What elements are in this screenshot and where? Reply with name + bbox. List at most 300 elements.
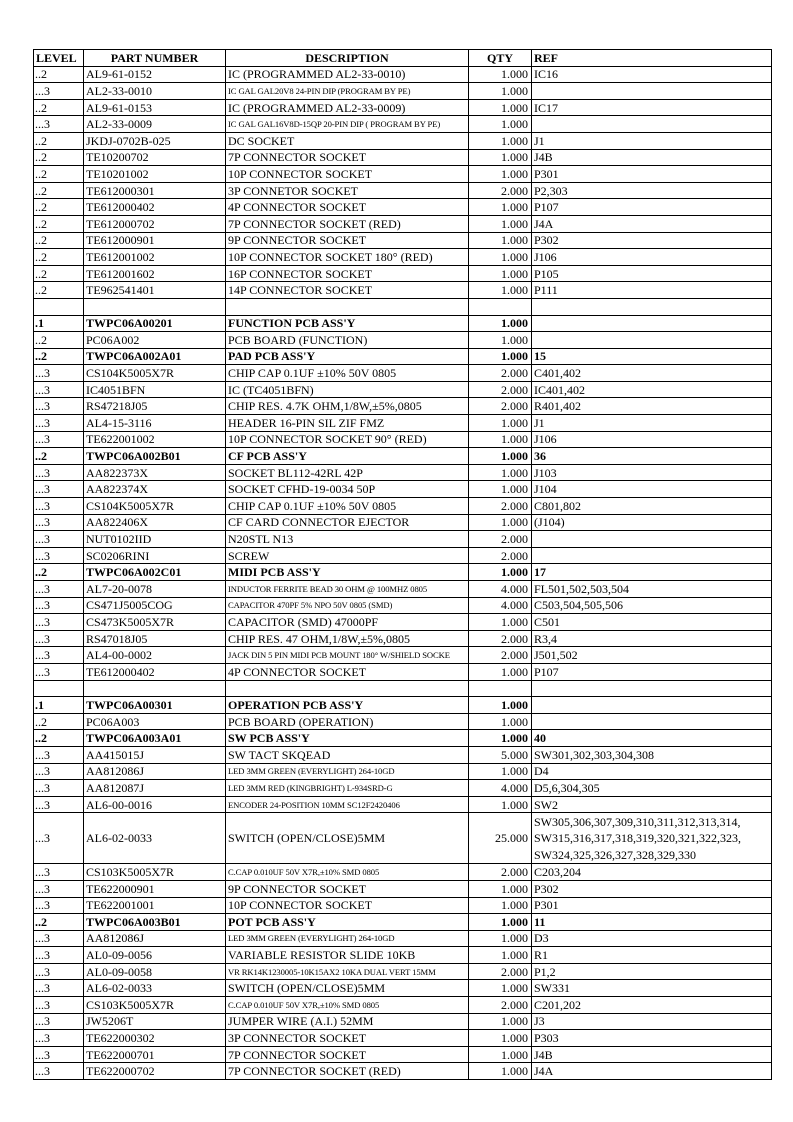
qty-cell: 1.000 — [469, 481, 532, 498]
ref-cell: P303 — [532, 1030, 772, 1047]
description-cell: IC (PROGRAMMED AL2-33-0009) — [226, 99, 469, 116]
table-row — [34, 249, 772, 266]
ref-cell: 11 — [532, 914, 772, 931]
part-number-cell: TE612000301 — [84, 182, 226, 199]
description-cell: 10P CONNECTOR SOCKET 180° (RED) — [226, 249, 469, 266]
ref-cell — [532, 116, 772, 133]
qty-cell: 1.000 — [469, 332, 532, 349]
level-cell: ...3 — [34, 763, 84, 780]
level-cell: ..2 — [34, 232, 84, 249]
part-number-cell: SC0206RINI — [84, 547, 226, 564]
qty-cell: 1.000 — [469, 232, 532, 249]
level-cell: ...3 — [34, 597, 84, 614]
description-cell: JACK DIN 5 PIN MIDI PCB MOUNT 180° W/SHIELD SOCKE — [226, 647, 469, 664]
qty-cell: 1.000 — [469, 348, 532, 365]
part-number-cell: AL9-61-0152 — [84, 66, 226, 83]
qty-cell: 1.000 — [469, 415, 532, 432]
level-cell: ...3 — [34, 464, 84, 481]
part-number-cell: AL4-00-0002 — [84, 647, 226, 664]
description-cell: JUMPER WIRE (A.I.) 52MM — [226, 1013, 469, 1030]
part-number-cell: AL2-33-0010 — [84, 83, 226, 100]
description-cell: PAD PCB ASS'Y — [226, 348, 469, 365]
part-number-cell: AA822374X — [84, 481, 226, 498]
table-row — [34, 348, 772, 365]
level-cell — [34, 680, 84, 697]
qty-cell: 1.000 — [469, 448, 532, 465]
ref-cell: C201,202 — [532, 997, 772, 1014]
part-number-cell: CS104K5005X7R — [84, 498, 226, 515]
part-number-cell: PC06A003 — [84, 713, 226, 730]
part-number-cell: TE612000702 — [84, 215, 226, 232]
qty-cell: 1.000 — [469, 199, 532, 216]
ref-cell: P105 — [532, 265, 772, 282]
level-cell: ...3 — [34, 83, 84, 100]
qty-cell: 1.000 — [469, 897, 532, 914]
level-cell: ...3 — [34, 1063, 84, 1080]
table-row — [34, 947, 772, 964]
description-cell: SWITCH (OPEN/CLOSE)5MM — [226, 980, 469, 997]
qty-cell: 1.000 — [469, 116, 532, 133]
level-cell: ..2 — [34, 914, 84, 931]
ref-cell: J104 — [532, 481, 772, 498]
part-number-cell: AA812087J — [84, 780, 226, 797]
table-row — [34, 199, 772, 216]
level-cell: ...3 — [34, 381, 84, 398]
level-cell: ..2 — [34, 282, 84, 299]
level-cell: ...3 — [34, 481, 84, 498]
qty-cell: 2.000 — [469, 398, 532, 415]
description-cell: 7P CONNECTOR SOCKET — [226, 1046, 469, 1063]
part-number-cell: CS473K5005X7R — [84, 614, 226, 631]
description-cell: CAPACITOR (SMD) 47000PF — [226, 614, 469, 631]
table-row — [34, 1046, 772, 1063]
part-number-cell: AL6-02-0033 — [84, 813, 226, 864]
description-cell: 9P CONNECTOR SOCKET — [226, 880, 469, 897]
level-cell: ...3 — [34, 514, 84, 531]
ref-cell — [532, 531, 772, 548]
table-row — [34, 597, 772, 614]
part-number-cell: TWPC06A003A01 — [84, 730, 226, 747]
description-cell: 10P CONNECTOR SOCKET — [226, 897, 469, 914]
part-number-cell: RS47218J05 — [84, 398, 226, 415]
table-row — [34, 746, 772, 763]
qty-cell: 1.000 — [469, 564, 532, 581]
ref-cell: P301 — [532, 166, 772, 183]
qty-cell: 2.000 — [469, 963, 532, 980]
part-number-cell: CS471J5005COG — [84, 597, 226, 614]
description-cell: 4P CONNECTOR SOCKET — [226, 663, 469, 680]
table-row — [34, 83, 772, 100]
qty-cell: 1.000 — [469, 464, 532, 481]
table-row — [34, 581, 772, 598]
description-cell: CF PCB ASS'Y — [226, 448, 469, 465]
qty-cell: 1.000 — [469, 431, 532, 448]
table-row — [34, 398, 772, 415]
table-row — [34, 647, 772, 664]
ref-cell: R3,4 — [532, 630, 772, 647]
description-cell: SCREW — [226, 547, 469, 564]
ref-cell — [532, 315, 772, 332]
qty-cell: 1.000 — [469, 914, 532, 931]
description-cell: 7P CONNECTOR SOCKET (RED) — [226, 215, 469, 232]
table-row — [34, 166, 772, 183]
part-number-cell: TWPC06A00201 — [84, 315, 226, 332]
part-number-cell — [84, 298, 226, 315]
qty-cell: 2.000 — [469, 531, 532, 548]
ref-cell: 40 — [532, 730, 772, 747]
part-number-cell: CS103K5005X7R — [84, 864, 226, 881]
level-cell: ...3 — [34, 116, 84, 133]
table-header-row — [34, 50, 772, 67]
part-number-cell: AL2-33-0009 — [84, 116, 226, 133]
qty-cell: 1.000 — [469, 1030, 532, 1047]
ref-cell: IC17 — [532, 99, 772, 116]
ref-cell: J1 — [532, 132, 772, 149]
ref-cell — [532, 547, 772, 564]
description-cell: IC (TC4051BFN) — [226, 381, 469, 398]
part-number-cell: TE10201002 — [84, 166, 226, 183]
table-body — [34, 66, 772, 1079]
qty-cell: 1.000 — [469, 66, 532, 83]
qty-cell: 2.000 — [469, 182, 532, 199]
description-cell: DC SOCKET — [226, 132, 469, 149]
ref-cell: SW331 — [532, 980, 772, 997]
description-cell: IC (PROGRAMMED AL2-33-0010) — [226, 66, 469, 83]
level-cell: ..2 — [34, 215, 84, 232]
part-number-cell: TWPC06A00301 — [84, 697, 226, 714]
qty-cell: 2.000 — [469, 647, 532, 664]
level-cell: ..2 — [34, 99, 84, 116]
part-number-cell — [84, 680, 226, 697]
qty-cell: 1.000 — [469, 149, 532, 166]
description-cell: 16P CONNECTOR SOCKET — [226, 265, 469, 282]
qty-cell: 1.000 — [469, 930, 532, 947]
part-number-cell: TE962541401 — [84, 282, 226, 299]
ref-cell: J501,502 — [532, 647, 772, 664]
table-row — [34, 763, 772, 780]
level-cell: ...3 — [34, 581, 84, 598]
description-cell: HEADER 16-PIN SIL ZIF FMZ — [226, 415, 469, 432]
table-row — [34, 132, 772, 149]
ref-cell — [532, 332, 772, 349]
table-row — [34, 365, 772, 382]
description-cell: SOCKET BL112-42RL 42P — [226, 464, 469, 481]
description-cell — [226, 298, 469, 315]
part-number-cell: TE622000302 — [84, 1030, 226, 1047]
level-cell: ...3 — [34, 796, 84, 813]
ref-cell: R401,402 — [532, 398, 772, 415]
part-number-cell: CS104K5005X7R — [84, 365, 226, 382]
ref-cell: J4B — [532, 1046, 772, 1063]
part-number-cell: AA822373X — [84, 464, 226, 481]
description-cell: SW PCB ASS'Y — [226, 730, 469, 747]
level-cell: ..2 — [34, 730, 84, 747]
header-ref: REF — [532, 50, 772, 67]
ref-cell: C501 — [532, 614, 772, 631]
qty-cell: 1.000 — [469, 83, 532, 100]
part-number-cell: AL0-09-0058 — [84, 963, 226, 980]
qty-cell: 1.000 — [469, 215, 532, 232]
level-cell: .1 — [34, 315, 84, 332]
qty-cell: 1.000 — [469, 730, 532, 747]
level-cell: ...3 — [34, 647, 84, 664]
table-row — [34, 864, 772, 881]
level-cell: ..2 — [34, 182, 84, 199]
description-cell: 3P CONNETOR SOCKET — [226, 182, 469, 199]
description-cell: SW TACT SKQEAD — [226, 746, 469, 763]
ref-cell: IC16 — [532, 66, 772, 83]
level-cell: ...3 — [34, 431, 84, 448]
description-cell: LED 3MM RED (KINGBRIGHT) L-934SRD-G — [226, 780, 469, 797]
description-cell: LED 3MM GREEN (EVERYLIGHT) 264-10GD — [226, 930, 469, 947]
ref-cell: IC401,402 — [532, 381, 772, 398]
level-cell — [34, 298, 84, 315]
ref-cell: (J104) — [532, 514, 772, 531]
description-cell: IC GAL GAL16V8D-15QP 20-PIN DIP ( PROGRAM BY PE) — [226, 116, 469, 133]
qty-cell: 2.000 — [469, 365, 532, 382]
qty-cell: 2.000 — [469, 547, 532, 564]
table-row — [34, 182, 772, 199]
qty-cell: 1.000 — [469, 265, 532, 282]
header-part-number: PART NUMBER — [84, 50, 226, 67]
description-cell: FUNCTION PCB ASS'Y — [226, 315, 469, 332]
ref-cell: J4B — [532, 149, 772, 166]
ref-cell: P107 — [532, 199, 772, 216]
qty-cell: 4.000 — [469, 597, 532, 614]
description-cell: CHIP CAP 0.1UF ±10% 50V 0805 — [226, 365, 469, 382]
qty-cell — [469, 680, 532, 697]
qty-cell: 1.000 — [469, 980, 532, 997]
level-cell: ...3 — [34, 897, 84, 914]
level-cell: ...3 — [34, 630, 84, 647]
level-cell: ...3 — [34, 963, 84, 980]
table-row — [34, 663, 772, 680]
table-row — [34, 680, 772, 697]
description-cell: POT PCB ASS'Y — [226, 914, 469, 931]
description-cell: OPERATION PCB ASS'Y — [226, 697, 469, 714]
description-cell: VARIABLE RESISTOR SLIDE 10KB — [226, 947, 469, 964]
ref-cell: P111 — [532, 282, 772, 299]
table-row — [34, 298, 772, 315]
table-row — [34, 930, 772, 947]
ref-cell: SW2 — [532, 796, 772, 813]
level-cell: ...3 — [34, 498, 84, 515]
table-row — [34, 547, 772, 564]
level-cell: ...3 — [34, 947, 84, 964]
description-cell: PCB BOARD (FUNCTION) — [226, 332, 469, 349]
qty-cell: 5.000 — [469, 746, 532, 763]
qty-cell: 1.000 — [469, 763, 532, 780]
part-number-cell: TE612001602 — [84, 265, 226, 282]
qty-cell — [469, 298, 532, 315]
part-number-cell: AA812086J — [84, 763, 226, 780]
qty-cell: 1.000 — [469, 663, 532, 680]
table-row — [34, 697, 772, 714]
qty-cell: 1.000 — [469, 614, 532, 631]
table-row — [34, 315, 772, 332]
table-row — [34, 265, 772, 282]
part-number-cell: AA812086J — [84, 930, 226, 947]
part-number-cell: TE612000901 — [84, 232, 226, 249]
header-description: DESCRIPTION — [226, 50, 469, 67]
level-cell: ..2 — [34, 132, 84, 149]
table-row — [34, 464, 772, 481]
part-number-cell: AA822406X — [84, 514, 226, 531]
table-row — [34, 514, 772, 531]
ref-cell: J106 — [532, 249, 772, 266]
part-number-cell: AL0-09-0056 — [84, 947, 226, 964]
level-cell: ...3 — [34, 980, 84, 997]
description-cell: VR RK14K1230005-10K15AX2 10KA DUAL VERT 15MM — [226, 963, 469, 980]
ref-cell: P2,303 — [532, 182, 772, 199]
table-row — [34, 963, 772, 980]
part-number-cell: TE10200702 — [84, 149, 226, 166]
qty-cell: 1.000 — [469, 1063, 532, 1080]
ref-cell: J106 — [532, 431, 772, 448]
table-row — [34, 1013, 772, 1030]
description-cell: 3P CONNECTOR SOCKET — [226, 1030, 469, 1047]
table-row — [34, 215, 772, 232]
part-number-cell: AL6-00-0016 — [84, 796, 226, 813]
qty-cell: 1.000 — [469, 1013, 532, 1030]
part-number-cell: CS103K5005X7R — [84, 997, 226, 1014]
table-row — [34, 796, 772, 813]
table-row — [34, 630, 772, 647]
qty-cell: 1.000 — [469, 713, 532, 730]
qty-cell: 2.000 — [469, 864, 532, 881]
part-number-cell: PC06A002 — [84, 332, 226, 349]
table-row — [34, 116, 772, 133]
description-cell: MIDI PCB ASS'Y — [226, 564, 469, 581]
ref-cell: P302 — [532, 232, 772, 249]
part-number-cell: JKDJ-0702B-025 — [84, 132, 226, 149]
description-cell: SOCKET CFHD-19-0034 50P — [226, 481, 469, 498]
description-cell: PCB BOARD (OPERATION) — [226, 713, 469, 730]
ref-cell — [532, 697, 772, 714]
level-cell: ...3 — [34, 1030, 84, 1047]
description-cell: N20STL N13 — [226, 531, 469, 548]
ref-cell — [532, 713, 772, 730]
ref-cell: 15 — [532, 348, 772, 365]
ref-cell: J1 — [532, 415, 772, 432]
table-row — [34, 448, 772, 465]
table-row — [34, 813, 772, 864]
level-cell: ..2 — [34, 448, 84, 465]
description-cell: SWITCH (OPEN/CLOSE)5MM — [226, 813, 469, 864]
level-cell: ...3 — [34, 663, 84, 680]
ref-cell: C801,802 — [532, 498, 772, 515]
part-number-cell: AL7-20-0078 — [84, 581, 226, 598]
description-cell: CHIP CAP 0.1UF ±10% 50V 0805 — [226, 498, 469, 515]
table-row — [34, 713, 772, 730]
table-row — [34, 415, 772, 432]
level-cell: ..2 — [34, 713, 84, 730]
description-cell: IC GAL GAL20V8 24-PIN DIP (PROGRAM BY PE) — [226, 83, 469, 100]
table-row — [34, 531, 772, 548]
qty-cell: 1.000 — [469, 796, 532, 813]
qty-cell: 1.000 — [469, 697, 532, 714]
ref-cell: J3 — [532, 1013, 772, 1030]
part-number-cell: TE622000701 — [84, 1046, 226, 1063]
table-row — [34, 431, 772, 448]
description-cell: C.CAP 0.010UF 50V X7R,±10% SMD 0805 — [226, 864, 469, 881]
ref-cell: C503,504,505,506 — [532, 597, 772, 614]
part-number-cell: IC4051BFN — [84, 381, 226, 398]
level-cell: ...3 — [34, 398, 84, 415]
qty-cell: 2.000 — [469, 381, 532, 398]
table-row — [34, 481, 772, 498]
ref-cell: P301 — [532, 897, 772, 914]
part-number-cell: AL4-15-3116 — [84, 415, 226, 432]
level-cell: ..2 — [34, 249, 84, 266]
part-number-cell: TE612000402 — [84, 199, 226, 216]
table-row — [34, 149, 772, 166]
qty-cell: 2.000 — [469, 630, 532, 647]
qty-cell: 1.000 — [469, 99, 532, 116]
part-number-cell: AA415015J — [84, 746, 226, 763]
level-cell: ..2 — [34, 66, 84, 83]
qty-cell: 2.000 — [469, 498, 532, 515]
description-cell: CHIP RES. 47 OHM,1/8W,±5%,0805 — [226, 630, 469, 647]
table-row — [34, 498, 772, 515]
ref-cell — [532, 298, 772, 315]
level-cell: ..2 — [34, 332, 84, 349]
ref-cell: SW301,302,303,304,308 — [532, 746, 772, 763]
level-cell: ...3 — [34, 547, 84, 564]
level-cell: ..2 — [34, 265, 84, 282]
level-cell: ...3 — [34, 415, 84, 432]
qty-cell: 25.000 — [469, 813, 532, 864]
description-cell: INDUCTOR FERRITE BEAD 30 OHM @ 100MHZ 0805 — [226, 581, 469, 598]
part-number-cell: AL6-02-0033 — [84, 980, 226, 997]
qty-cell: 4.000 — [469, 780, 532, 797]
qty-cell: 4.000 — [469, 581, 532, 598]
level-cell: ..2 — [34, 564, 84, 581]
description-cell: 4P CONNECTOR SOCKET — [226, 199, 469, 216]
part-number-cell: TWPC06A002B01 — [84, 448, 226, 465]
table-row — [34, 880, 772, 897]
table-row — [34, 897, 772, 914]
description-cell: 14P CONNECTOR SOCKET — [226, 282, 469, 299]
ref-cell: P1,2 — [532, 963, 772, 980]
ref-cell: D5,6,304,305 — [532, 780, 772, 797]
table-row — [34, 66, 772, 83]
part-number-cell: TWPC06A003B01 — [84, 914, 226, 931]
ref-cell: C401,402 — [532, 365, 772, 382]
table-row — [34, 1063, 772, 1080]
level-cell: ..2 — [34, 166, 84, 183]
level-cell: ...3 — [34, 365, 84, 382]
qty-cell: 1.000 — [469, 282, 532, 299]
table-row — [34, 780, 772, 797]
part-number-cell: TWPC06A002A01 — [84, 348, 226, 365]
table-row — [34, 232, 772, 249]
qty-cell: 1.000 — [469, 514, 532, 531]
level-cell: .1 — [34, 697, 84, 714]
part-number-cell: TE622000901 — [84, 880, 226, 897]
bom-table — [33, 49, 772, 1080]
table-row — [34, 614, 772, 631]
part-number-cell: JW5206T — [84, 1013, 226, 1030]
description-cell: 9P CONNECTOR SOCKET — [226, 232, 469, 249]
qty-cell: 1.000 — [469, 1046, 532, 1063]
description-cell: ENCODER 24-POSITION 10MM SC12F2420406 — [226, 796, 469, 813]
ref-cell: D4 — [532, 763, 772, 780]
part-number-cell: TE612000402 — [84, 663, 226, 680]
ref-cell: J103 — [532, 464, 772, 481]
level-cell: ...3 — [34, 930, 84, 947]
ref-cell: D3 — [532, 930, 772, 947]
